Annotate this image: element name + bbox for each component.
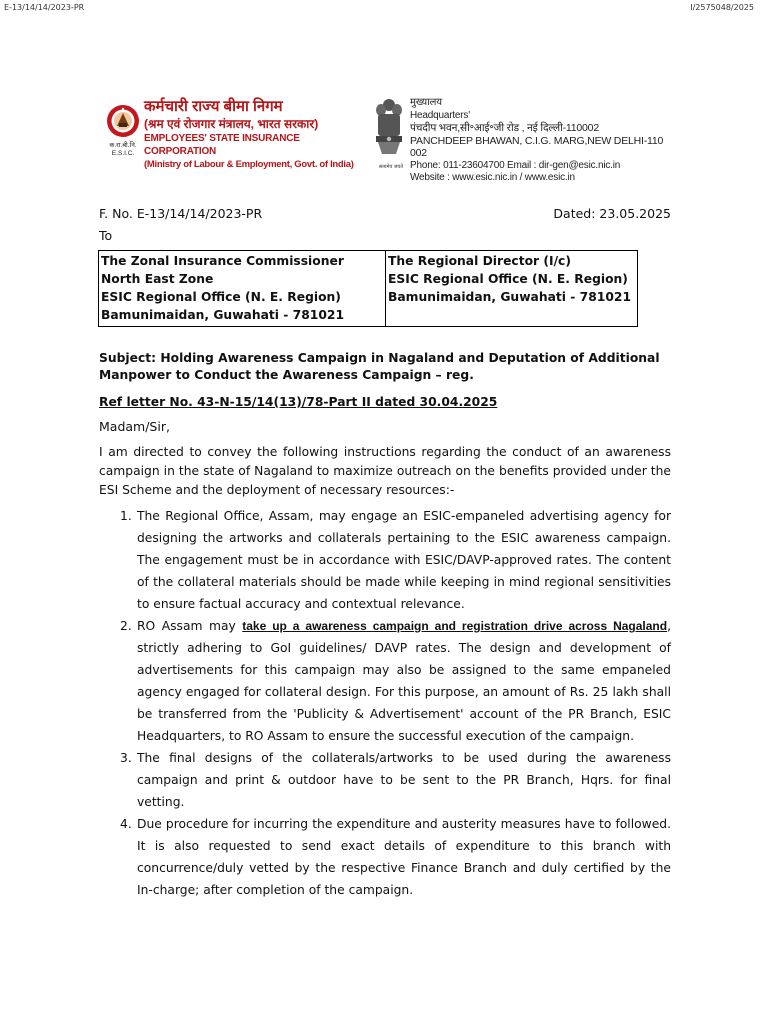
- salutation: Madam/Sir,: [99, 419, 170, 434]
- addressee-line: ESIC Regional Office (N. E. Region): [101, 290, 341, 304]
- addressee-zonal-commissioner: [99, 251, 386, 327]
- list-item: [99, 747, 671, 813]
- item-text-pre: RO Assam may: [137, 619, 243, 633]
- item-text-post: , strictly adhering to GoI guidelines/ DAVP rates. The design and development of advertisements for this campaign may also be assigned to the same empaneled agency engaged for collateral design. For this purpose, an amount of Rs. 25 lakh shall be transferred from the 'Publicity & Advertisement' account of the PR Branch, ESIC Headquarters, to RO Assam to ensure the successful execution of the campaign.: [137, 619, 672, 743]
- headquarters-address: [410, 97, 682, 185]
- addressee-line: The Regional Director (I/c): [388, 254, 571, 268]
- item-text: Due procedure for incurring the expenditure and austerity measures have to followed. It is also requested to send exact details of expenditure to this branch with concurrence/duly vetted by the respective Finance Branch and duly certified by the In-charge; after completion of the campaign.: [137, 817, 671, 897]
- to-label: To: [99, 228, 113, 243]
- addressee-table: [98, 250, 638, 327]
- ministry-hindi: (श्रम एवं रोजगार मंत्रालय, भारत सरकार): [144, 117, 319, 131]
- item-number: 3.: [120, 751, 132, 765]
- list-item: [99, 615, 671, 747]
- item-number: 4.: [120, 817, 132, 831]
- ministry-english: (Ministry of Labour & Employment, Govt. of India): [144, 159, 354, 170]
- phone-email: Phone: 011-23604700 Email : dir-gen@esic.nic.in: [410, 159, 621, 171]
- address-hindi: पंचदीप भवन,सी॰आई॰जी रोड , नई दिल्ली-110002: [410, 122, 599, 134]
- item-text: The Regional Office, Assam, may engage an ESIC-empaneled advertising agency for designing the artworks and collaterals pertaining to the ESIC awareness campaign. The engagement must be in accordance with ESIC/DAVP-approved rates. The content of the collateral materials should be made while keeping in mind regional sensitivities to ensure factual accuracy and contextual relevance.: [137, 509, 671, 611]
- addressee-line: Bamunimaidan, Guwahati - 781021: [388, 290, 631, 304]
- abbr-hindi: क.रा.बी.नि.: [109, 142, 137, 149]
- file-reference-top: E-13/14/14/2023-PR: [4, 3, 85, 12]
- esic-abbreviation: [104, 142, 142, 158]
- org-name-hindi: कर्मचारी राज्य बीमा निगम: [144, 98, 283, 115]
- national-emblem-icon: [372, 96, 406, 162]
- reference-letter: Ref letter No. 43-N-15/14(13)/78-Part II dated 30.04.2025: [99, 395, 498, 409]
- item-number: 1.: [120, 509, 132, 523]
- intro-paragraph: I am directed to convey the following instructions regarding the conduct of an awareness campaign in the state of Nagaland to maximize outreach on the benefits provided under the ESI Scheme and the deployment of necessary resources:-: [99, 445, 671, 497]
- org-name-english: EMPLOYEES' STATE INSURANCE CORPORATION: [144, 133, 300, 157]
- esic-letterhead: [104, 98, 368, 170]
- esic-logo-icon: [106, 104, 140, 138]
- addressee-line: The Zonal Insurance Commissioner: [101, 254, 344, 268]
- organisation-name: [144, 98, 368, 171]
- list-item: [99, 505, 671, 615]
- instruction-list: [99, 505, 671, 901]
- addressee-line: ESIC Regional Office (N. E. Region): [388, 272, 628, 286]
- addressee-regional-director: [386, 251, 638, 327]
- website: Website : www.esic.nic.in / www.esic.in: [410, 172, 575, 183]
- document-id-top: I/2575048/2025: [690, 3, 754, 12]
- headquarters-letterhead: [372, 96, 682, 190]
- item-text-highlight: take up a awareness campaign and registration drive across Nagaland: [242, 619, 668, 633]
- letter-date: Dated: 23.05.2025: [553, 206, 671, 221]
- subject-line: Subject: Holding Awareness Campaign in Nagaland and Deputation of Additional Manpower to Conduct the Awareness Campaign – reg.: [99, 351, 660, 382]
- abbr-english: E.S.I.C.: [111, 150, 135, 157]
- item-number: 2.: [120, 619, 132, 633]
- hq-label-english: Headquarters': [410, 109, 470, 121]
- item-text: The final designs of the collaterals/artworks to be used during the awareness campaign and print & outdoor have to be sent to the PR Branch, Hqrs. for final vetting.: [137, 751, 671, 809]
- hq-label-hindi: मुख्यालय: [410, 97, 442, 108]
- file-number: F. No. E-13/14/14/2023-PR: [99, 206, 263, 221]
- addressee-line: North East Zone: [101, 272, 214, 286]
- address-english: PANCHDEEP BHAWAN, C.I.G. MARG,NEW DELHI-110 002: [410, 134, 664, 159]
- list-item: [99, 813, 671, 901]
- emblem-motto: सत्यमेव जयते: [378, 164, 404, 170]
- addressee-line: Bamunimaidan, Guwahati - 781021: [101, 308, 344, 322]
- addressee-row: [99, 251, 638, 327]
